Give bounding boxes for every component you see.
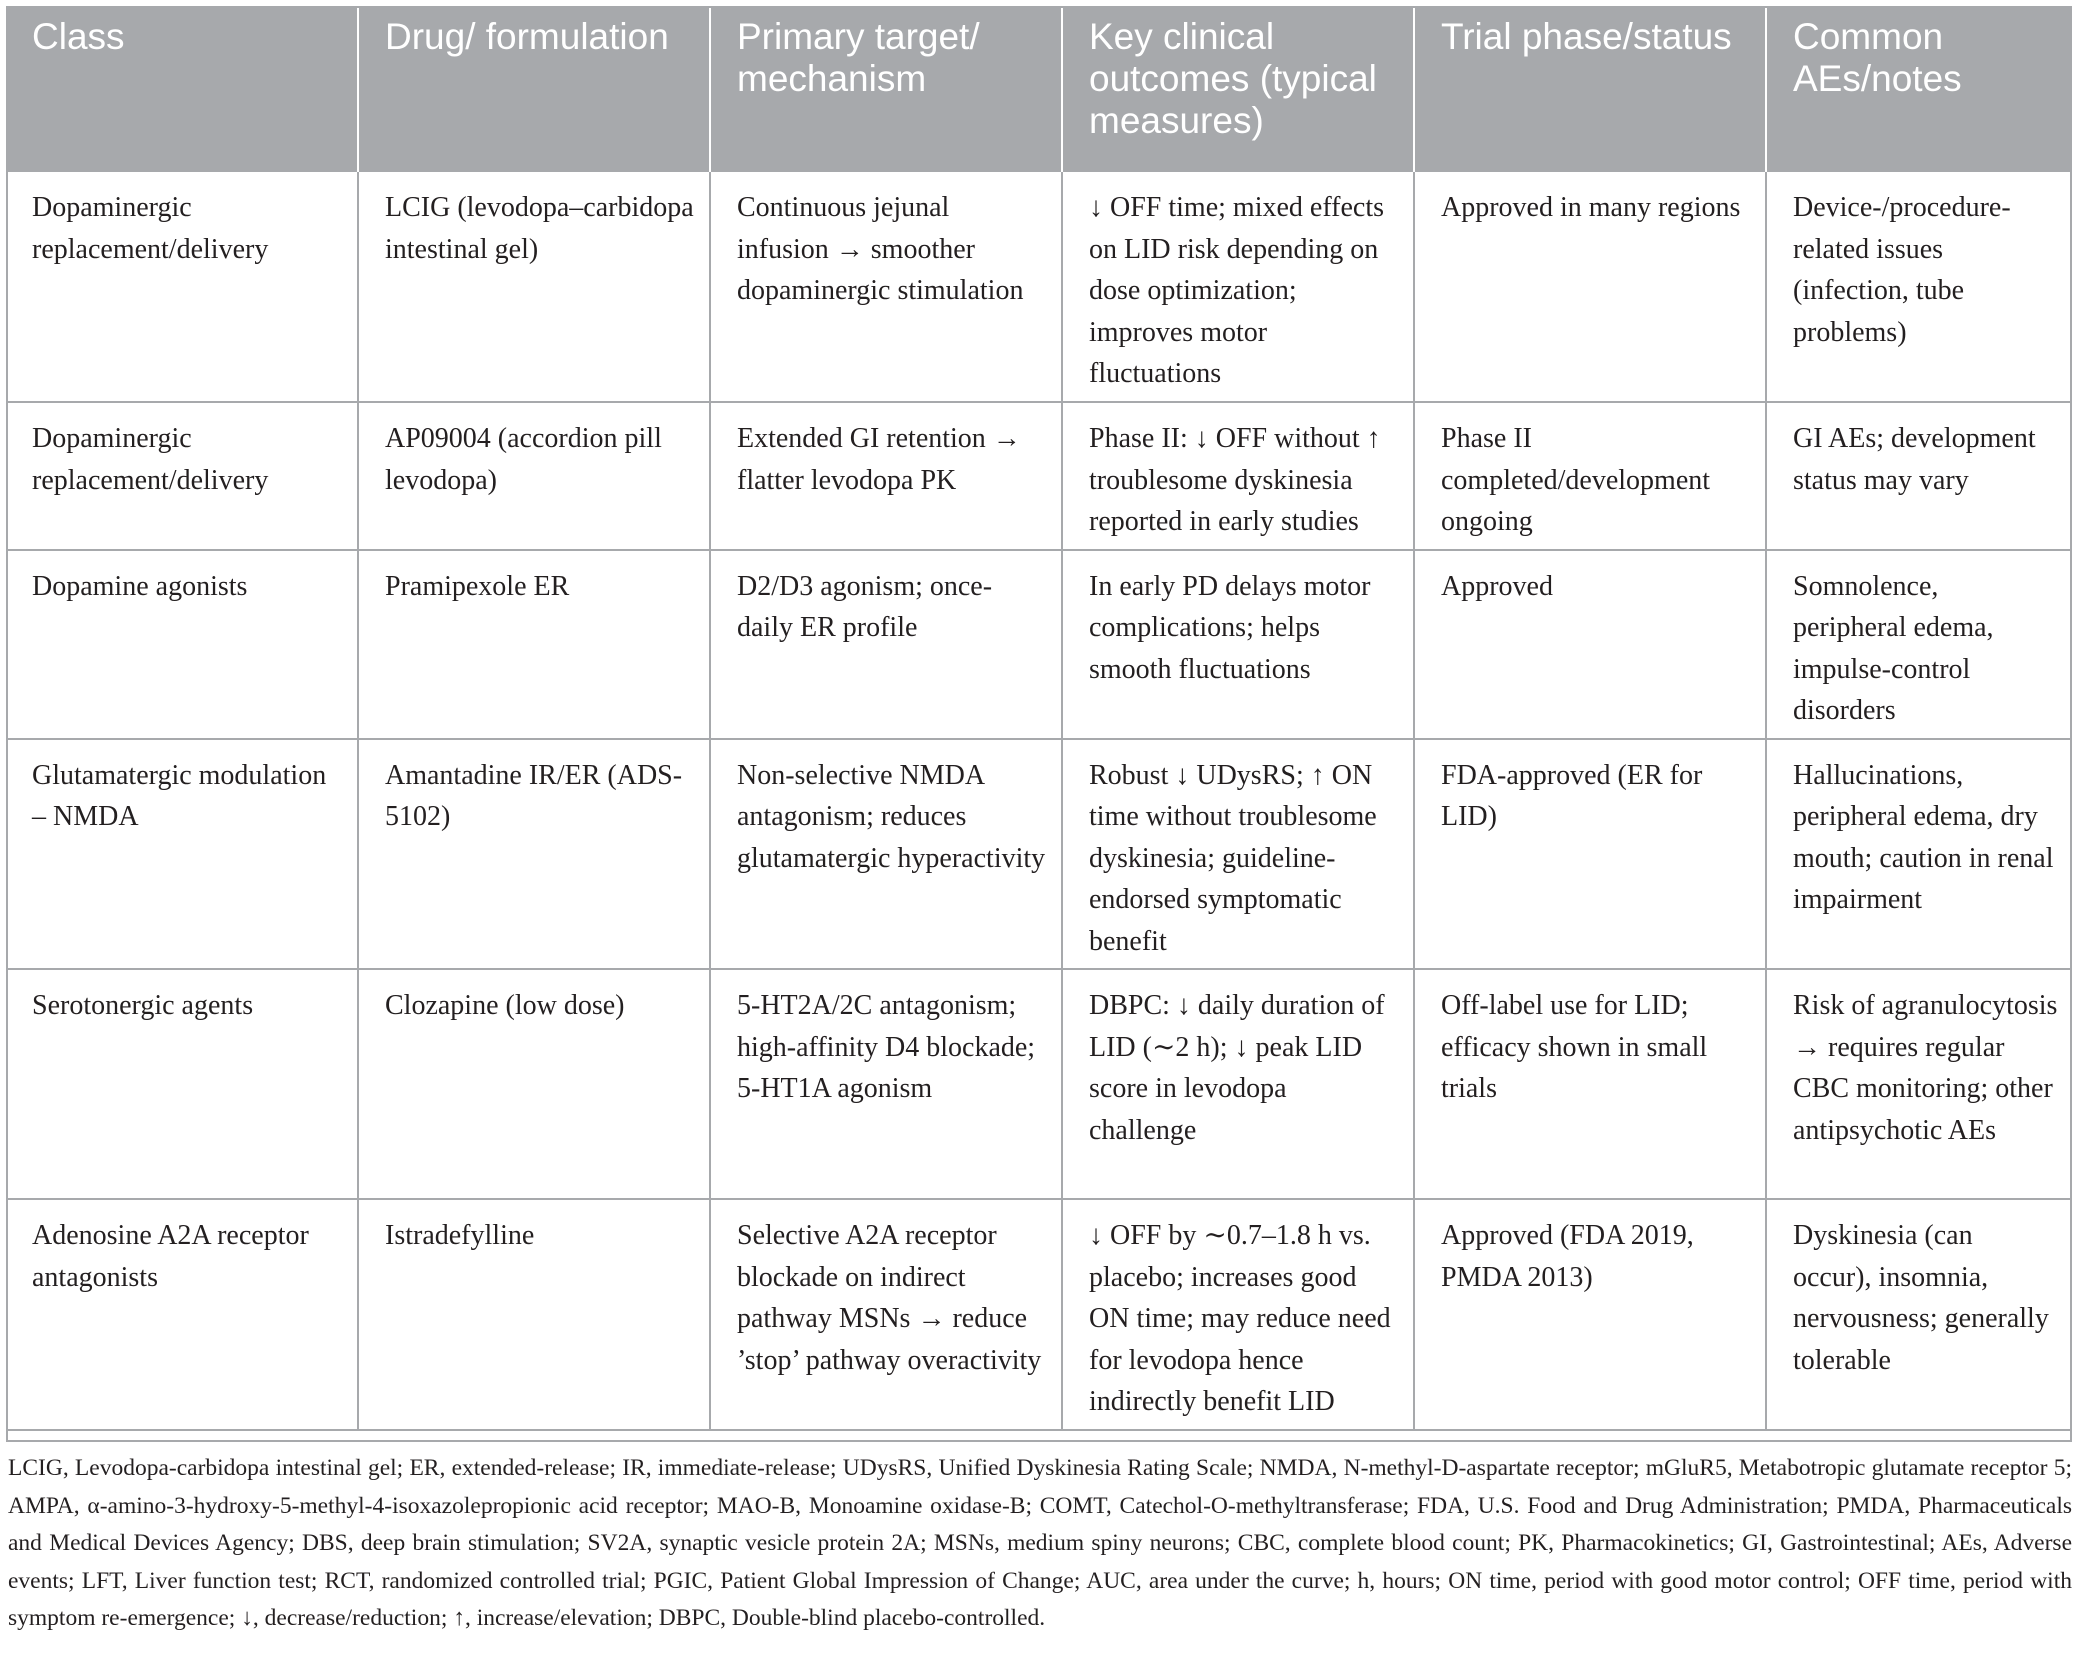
cell-outcomes: ↓ OFF time; mixed effects on LID risk depending on dose optimization; improves motor fluctuations bbox=[1062, 172, 1414, 402]
cell-aes: GI AEs; development status may vary bbox=[1766, 402, 2072, 550]
header-trial-phase-status: Trial phase/status bbox=[1414, 6, 1766, 172]
cell-mechanism: Continuous jejunal infusion → smoother dopaminergic stimulation bbox=[710, 172, 1062, 402]
cell-class: Glutamatergic modulation – NMDA bbox=[6, 739, 358, 970]
cell-mechanism: D2/D3 agonism; once-daily ER profile bbox=[710, 550, 1062, 739]
header-class: Class bbox=[6, 6, 358, 172]
cell-aes: Hallucinations, peripheral edema, dry mouth; caution in renal impairment bbox=[1766, 739, 2072, 970]
table-row bbox=[6, 402, 2072, 550]
cell-aes: Device-/procedure-related issues (infection, tube problems) bbox=[1766, 172, 2072, 402]
cell-outcomes: Phase II: ↓ OFF without ↑ troublesome dyskinesia reported in early studies bbox=[1062, 402, 1414, 550]
cell-aes: Somnolence, peripheral edema, impulse-control disorders bbox=[1766, 550, 2072, 739]
header-drug-formulation: Drug/ formulation bbox=[358, 6, 710, 172]
cell-class: Serotonergic agents bbox=[6, 969, 358, 1199]
cell-phase: FDA-approved (ER for LID) bbox=[1414, 739, 1766, 970]
cell-class: Dopamine agonists bbox=[6, 550, 358, 739]
cell-phase: Approved (FDA 2019, PMDA 2013) bbox=[1414, 1199, 1766, 1430]
cell-class: Adenosine A2A receptor antagonists bbox=[6, 1199, 358, 1430]
cell-phase: Approved in many regions bbox=[1414, 172, 1766, 402]
table-footnote: LCIG, Levodopa-carbidopa intestinal gel; ER, extended-release; IR, immediate-release; UDysRS, Unified Dyskinesia Rating Scale; NMDA, N-methyl-D-aspartate receptor; mGluR5, Metabotropic glutamate receptor 5; AMPA, α-amino-3-hydroxy-5-methyl-4-isoxazolepropionic acid receptor; MAO-B, Monoamine oxidase-B; COMT, Catechol-O-methyltransferase; FDA, U.S. Food and Drug Administration; PMDA, Pharmaceuticals and Medical Devices Agency; DBS, deep brain stimulation; SV2A, synaptic vesicle protein 2A; MSNs, medium spiny neurons; CBC, complete blood count; PK, Pharmacokinetics; GI, Gastrointestinal; AEs, Adverse events; LFT, Liver function test; RCT, randomized controlled trial; PGIC, Patient Global Impression of Change; AUC, area under the curve; h, hours; ON time, period with good motor control; OFF time, period with symptom re-emergence; ↓, decrease/reduction; ↑, increase/elevation; DBPC, Double-blind placebo-controlled. bbox=[8, 1455, 2072, 1631]
cell-drug: Istradefylline bbox=[358, 1199, 710, 1430]
table-header bbox=[6, 6, 2072, 172]
cell-mechanism: Extended GI retention → flatter levodopa PK bbox=[710, 402, 1062, 550]
header-common-aes-notes: Common AEs/notes bbox=[1766, 6, 2072, 172]
cell-outcomes: Robust ↓ UDysRS; ↑ ON time without troublesome dyskinesia; guideline-endorsed symptomatic benefit bbox=[1062, 739, 1414, 970]
header-key-clinical-outcomes: Key clinical outcomes (typical measures) bbox=[1062, 6, 1414, 172]
cell-class: Dopaminergic replacement/delivery bbox=[6, 402, 358, 550]
cell-outcomes: ↓ OFF by ∼0.7–1.8 h vs. placebo; increases good ON time; may reduce need for levodopa hence indirectly benefit LID bbox=[1062, 1199, 1414, 1430]
cell-drug: Amantadine IR/ER (ADS-5102) bbox=[358, 739, 710, 970]
cell-mechanism: 5-HT2A/2C antagonism; high-affinity D4 blockade; 5-HT1A agonism bbox=[710, 969, 1062, 1199]
table-body bbox=[6, 172, 2072, 1430]
cell-drug: AP09004 (accordion pill levodopa) bbox=[358, 402, 710, 550]
table-row bbox=[6, 1199, 2072, 1430]
table-row bbox=[6, 739, 2072, 970]
cell-drug: Clozapine (low dose) bbox=[358, 969, 710, 1199]
cell-aes: Risk of agranulocytosis → requires regular CBC monitoring; other antipsychotic AEs bbox=[1766, 969, 2072, 1199]
cell-drug: LCIG (levodopa–carbidopa intestinal gel) bbox=[358, 172, 710, 402]
cell-drug: Pramipexole ER bbox=[358, 550, 710, 739]
table-row bbox=[6, 969, 2072, 1199]
drug-table-container bbox=[6, 6, 2072, 1431]
cell-mechanism: Non-selective NMDA antagonism; reduces glutamatergic hyperactivity bbox=[710, 739, 1062, 970]
cell-phase: Phase II completed/development ongoing bbox=[1414, 402, 1766, 550]
cell-aes: Dyskinesia (can occur), insomnia, nervousness; generally tolerable bbox=[1766, 1199, 2072, 1430]
cell-phase: Off-label use for LID; efficacy shown in small trials bbox=[1414, 969, 1766, 1199]
cell-outcomes: DBPC: ↓ daily duration of LID (∼2 h); ↓ peak LID score in levodopa challenge bbox=[1062, 969, 1414, 1199]
cell-class: Dopaminergic replacement/delivery bbox=[6, 172, 358, 402]
cell-outcomes: In early PD delays motor complications; helps smooth fluctuations bbox=[1062, 550, 1414, 739]
table-row bbox=[6, 550, 2072, 739]
header-primary-target-mechanism: Primary target/ mechanism bbox=[710, 6, 1062, 172]
cell-mechanism: Selective A2A receptor blockade on indirect pathway MSNs → reduce ’stop’ pathway overactivity bbox=[710, 1199, 1062, 1430]
header-row bbox=[6, 6, 2072, 172]
cell-phase: Approved bbox=[1414, 550, 1766, 739]
drug-table bbox=[6, 6, 2072, 1431]
table-row bbox=[6, 172, 2072, 402]
